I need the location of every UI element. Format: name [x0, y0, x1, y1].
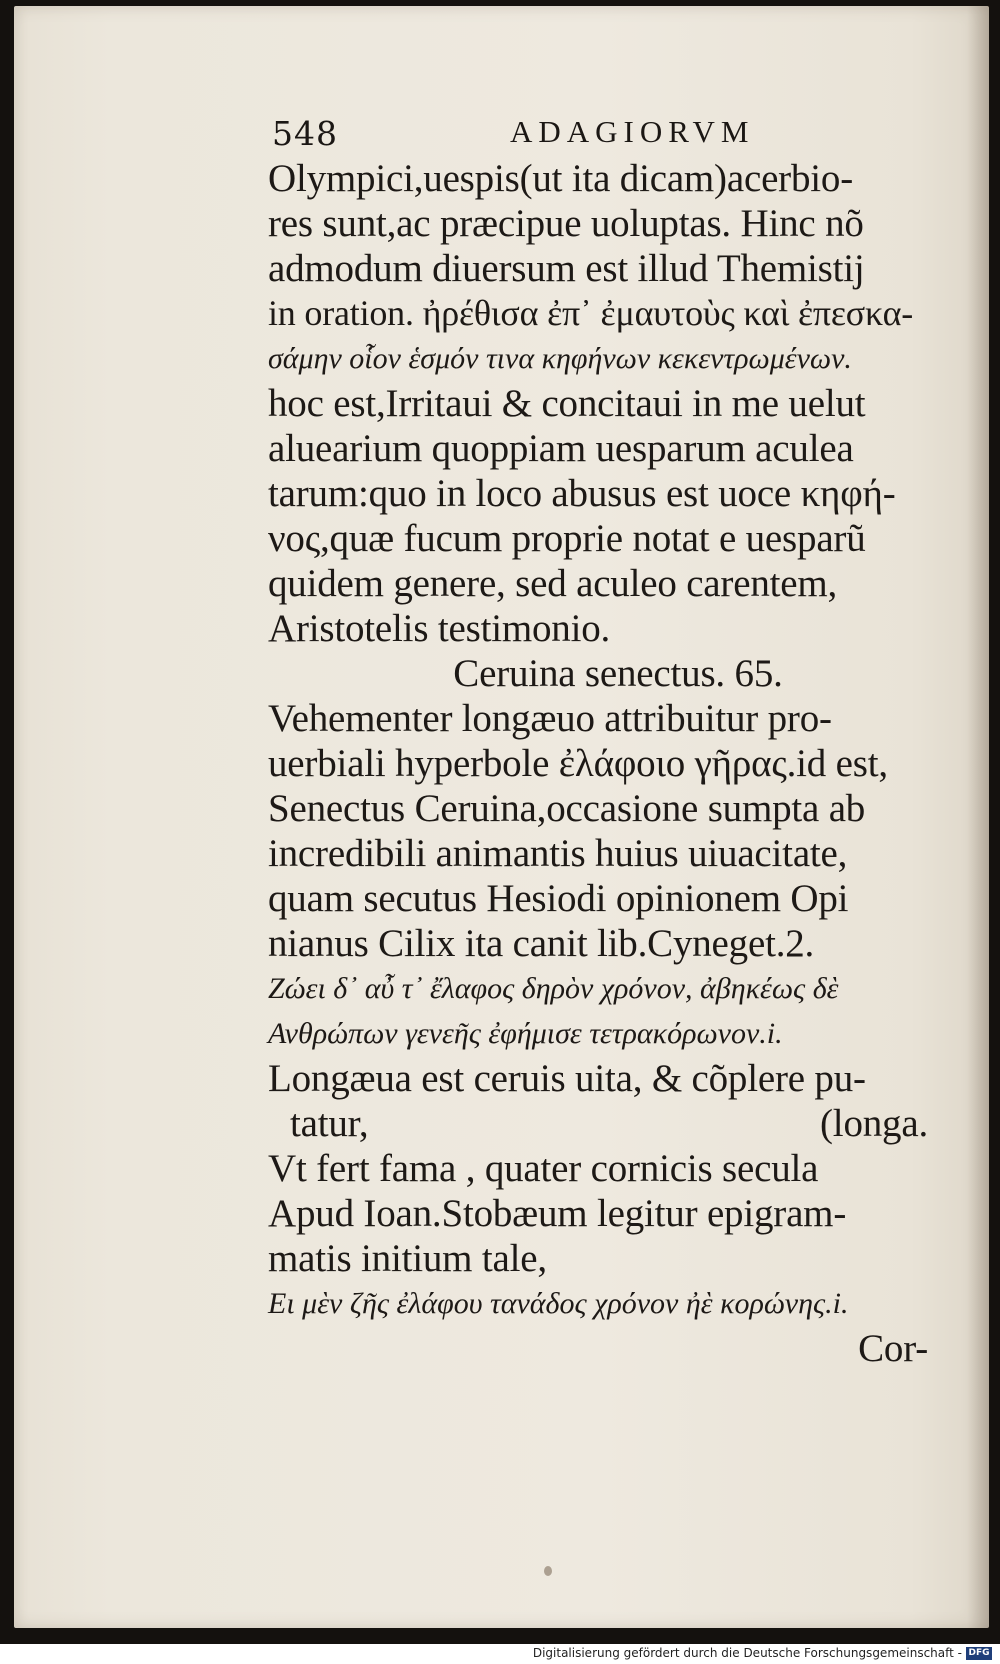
text-line: admodum diuersum est illud Themistij: [268, 247, 865, 290]
funding-credit: Digitalisierung gefördert durch die Deutsche Forschungsgemeinschaft -: [532, 1646, 962, 1660]
book-page: [14, 6, 989, 1628]
section-heading: Ceruina senectus. 65.: [453, 652, 783, 695]
text-line: in oration. ἠρέθισα ἐπ᾽ ἐμαυτοὺς καὶ ἐπεσκα-: [268, 293, 914, 333]
catchword: Cor-: [858, 1327, 928, 1370]
text-line: hoc est,Irritaui & concitaui in me uelut: [268, 382, 866, 425]
text-line: Vehementer longæuo attribuitur pro-: [268, 697, 832, 740]
text-line: Aristotelis testimonio.: [268, 607, 611, 650]
greek-line: Ει μὲν ζῆς ἐλάφου τανάδος χρόνον ἠὲ κορώνης.i.: [268, 1287, 849, 1320]
body-text: [268, 156, 968, 1371]
verse-fragment: tatur,: [290, 1102, 369, 1145]
verse-line: Longæua est ceruis uita, & cõplere pu-: [268, 1057, 866, 1100]
footer-bar: [0, 1644, 1000, 1664]
text-line: nianus Cilix ita canit lib.Cyneget.2.: [268, 922, 815, 965]
greek-verse-line: Ανθρώπων γενεῆς ἐφήμισε τετρακόρωνον.i.: [268, 1017, 783, 1050]
text-line: quam secutus Hesiodi opinionem Opi: [268, 877, 849, 920]
greek-verse-line: Ζώει δ᾽ αὖ τ᾽ ἔλαφος δηρὸν χρόνον, ἀβηκέως δὲ: [268, 972, 839, 1005]
greek-line: σάμην οἷον ἑσμόν τινα κηφήνων κεκεντρωμένων.: [268, 342, 852, 375]
text-line: tarum:quo in loco abusus est uoce κηφή-: [268, 472, 896, 515]
text-line: Olympici,uespis(ut ita dicam)acerbio-: [268, 157, 853, 200]
text-line: uerbiali hyperbole ἐλάφοιο γῆρας.id est,: [268, 742, 888, 785]
text-line: incredibili animantis huius uiuacitate,: [268, 832, 848, 875]
ink-spot: [544, 1566, 552, 1576]
text-line: Apud Ioan.Stobæum legitur epigram-: [268, 1192, 847, 1235]
text-line: Senectus Ceruina,occasione sumpta ab: [268, 787, 866, 830]
page-number: 548: [272, 114, 338, 153]
text-line: quidem genere, sed aculeo carentem,: [268, 562, 838, 605]
verse-line-split: [268, 1101, 968, 1146]
page-header: [272, 114, 792, 158]
text-line: aluearium quoppiam uesparum aculea: [268, 427, 854, 470]
text-line: νος,quæ fucum proprie notat e uesparũ: [268, 517, 866, 560]
verse-line: Vt fert fama , quater cornicis secula: [268, 1147, 819, 1190]
text-line: res sunt,ac præcipue uoluptas. Hinc nõ: [268, 202, 864, 245]
verse-fragment: (longa.: [820, 1102, 928, 1145]
dfg-logo: DFG: [966, 1647, 992, 1660]
text-line: matis initium tale,: [268, 1237, 547, 1280]
running-title: ADAGIORVM: [510, 114, 755, 149]
